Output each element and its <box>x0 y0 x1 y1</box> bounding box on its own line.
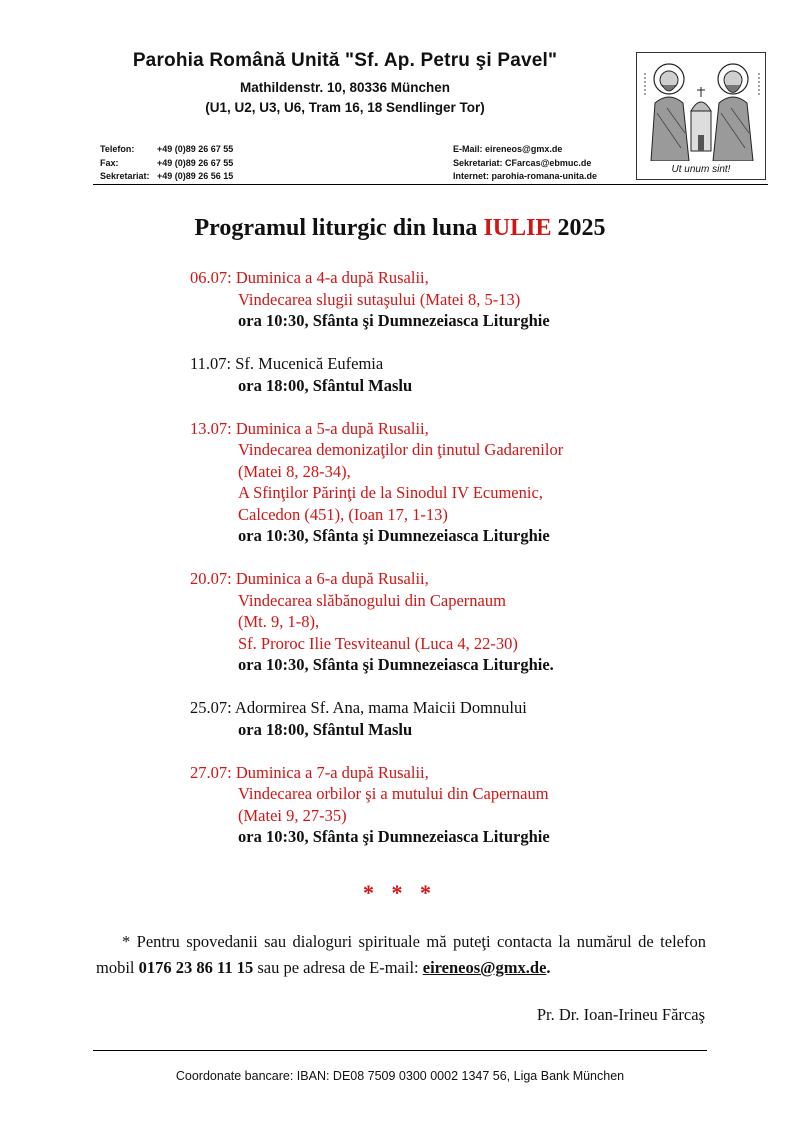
event-entry <box>190 418 750 547</box>
contact-row-secretariat-phone: Sekretariat: +49 (0)89 26 56 15 <box>100 171 234 181</box>
event-service-time: ora 10:30, Sfânta şi Dumnezeiasca Liturghie <box>238 311 550 330</box>
saints-peter-paul-icon <box>636 52 766 180</box>
contact-row-internet: Internet: parohia-romana-unita.de <box>453 171 598 181</box>
parish-address: Mathildenstr. 10, 80336 München <box>239 80 451 95</box>
event-detail-line: Sf. Proroc Ilie Tesviteanul (Luca 4, 22-30) <box>238 633 518 653</box>
event-date-title: 27.07: Duminica a 7-a după Rusalii, <box>190 762 429 782</box>
contact-row-phone: Telefon: +49 (0)89 26 67 55 <box>100 144 234 154</box>
email-link[interactable]: eireneos@gmx.de <box>485 144 563 154</box>
note-email-link[interactable]: eireneos@gmx.de <box>422 958 547 977</box>
event-list <box>190 267 750 869</box>
secretariat-email-link[interactable]: CFarcas@ebmuc.de <box>505 157 592 168</box>
parish-name: Parohia Română Unită "Sf. Ap. Petru şi Pavel" <box>132 50 558 71</box>
mobile-phone: 0176 23 86 11 15 <box>138 958 254 977</box>
event-service-time: ora 10:30, Sfânta şi Dumnezeiasca Liturghie <box>238 827 550 846</box>
contact-phone-block <box>100 143 233 184</box>
event-detail-line: (Matei 8, 28-34), <box>238 461 351 481</box>
event-entry <box>190 697 750 740</box>
icon-drawing <box>637 53 765 161</box>
event-detail-line: (Mt. 9, 1-8), <box>238 612 320 631</box>
contact-row-email: E-Mail: eireneos@gmx.de <box>453 144 563 154</box>
signature: Pr. Dr. Ioan-Irineu Fărcaş <box>536 1005 705 1024</box>
event-detail-line: Vindecarea slugii sutaşului (Matei 8, 5-13) <box>238 289 521 309</box>
event-entry <box>190 353 750 396</box>
event-service-time: ora 18:00, Sfântul Maslu <box>238 375 413 395</box>
event-detail-line: Vindecarea orbilor şi a mutului din Capernaum <box>238 784 549 803</box>
bank-details: Coordonate bancare: IBAN: DE08 7509 0300 0002 1347 56, Liga Bank München <box>175 1069 625 1083</box>
header-divider <box>93 184 768 185</box>
event-detail-line: Calcedon (451), (Ioan 17, 1-13) <box>238 504 448 524</box>
footer-divider <box>93 1050 707 1051</box>
event-detail-line: A Sfinţilor Părinţi de la Sinodul IV Ecumenic, <box>238 483 543 502</box>
section-divider-stars: * * * <box>363 880 437 905</box>
icon-motto: Ut unum sint! <box>671 164 731 175</box>
contact-online-block <box>453 143 597 184</box>
event-service-time: ora 10:30, Sfânta şi Dumnezeiasca Liturghie. <box>238 655 554 674</box>
program-title: Programul liturgic din luna IULIE 2025 <box>194 215 606 241</box>
event-date-title: 25.07: Adormirea Sf. Ana, mama Maicii Domnului <box>190 698 527 717</box>
event-entry <box>190 568 750 676</box>
website-link[interactable]: parohia-romana-unita.de <box>491 171 598 181</box>
transit-info: (U1, U2, U3, U6, Tram 16, 18 Sendlinger Tor) <box>205 100 485 115</box>
event-date-title: 13.07: Duminica a 5-a după Rusalii, <box>190 418 429 438</box>
event-detail-line: (Matei 9, 27-35) <box>238 805 347 825</box>
contact-row-fax: Fax: +49 (0)89 26 67 55 <box>100 157 234 168</box>
event-entry <box>190 267 750 332</box>
event-detail-line: Vindecarea demonizaţilor din ţinutul Gadarenilor <box>238 440 564 459</box>
event-date-title: 06.07: Duminica a 4-a după Rusalii, <box>190 268 429 287</box>
event-date-title: 20.07: Duminica a 6-a după Rusalii, <box>190 569 429 588</box>
contact-row-secretariat-email: Sekretariat: CFarcas@ebmuc.de <box>453 157 592 168</box>
event-service-time: ora 18:00, Sfântul Maslu <box>238 719 413 739</box>
contact-note: * Pentru spovedanii sau dialoguri spirituale mă puteţi contacta la numărul de telefon mobil 0176 23 86 11 15 sau pe adresa de E-mail: eireneos@gmx.de. <box>96 932 706 977</box>
event-service-time: ora 10:30, Sfânta şi Dumnezeiasca Liturghie <box>238 526 550 545</box>
event-entry <box>190 762 750 848</box>
program-month: IULIE <box>483 215 552 241</box>
event-date-title: 11.07: Sf. Mucenică Eufemia <box>190 354 384 373</box>
event-detail-line: Vindecarea slăbănogului din Capernaum <box>238 590 506 610</box>
